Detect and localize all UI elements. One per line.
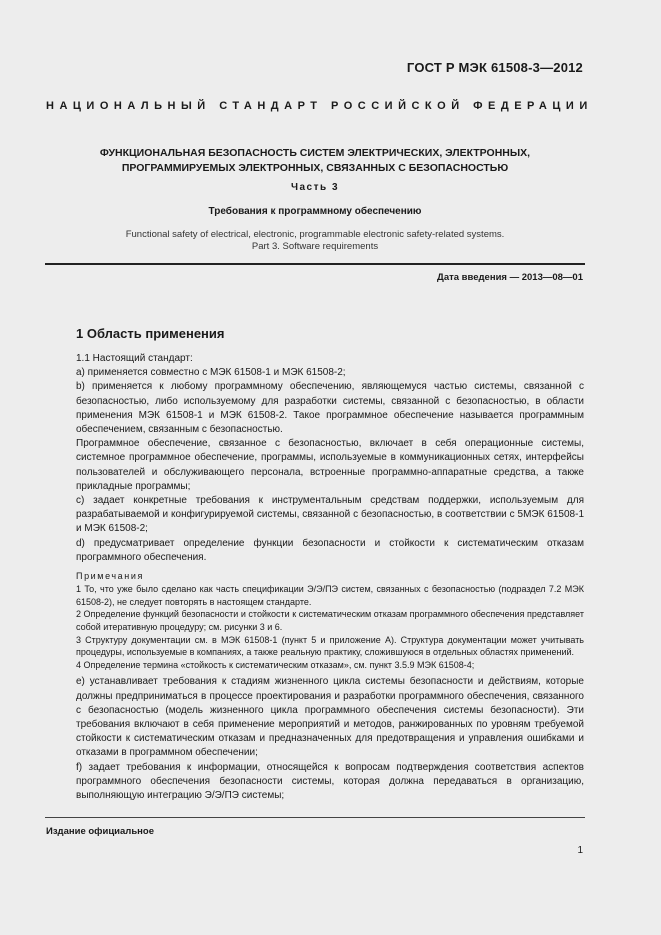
document-title	[60, 146, 570, 176]
english-title	[60, 229, 570, 253]
paragraph: 1.1 Настоящий стандарт:	[76, 353, 193, 364]
section-heading: 1 Область применения	[76, 326, 225, 341]
notes-heading: Примечания	[76, 571, 144, 582]
paragraph: а) применяется совместно с МЭК 61508-1 и МЭК 61508-2;	[76, 367, 346, 379]
paragraph: Программное обеспечение, связанное с безопасностью, включает в себя операционные системы, системное программное обеспечение, программы, используемые в коммуникационных сетях, интерфейсы пользователей и обслуживающего персонала, встроенные программно-аппаратные средства, а также прикладные программы;	[76, 438, 584, 492]
note: 1 То, что уже было сделано как часть спецификации Э/Э/ПЭ систем, связанных с безопасностью (подраздел 7.2 МЭК 61508-2), не следует повторять в настоящем стандарте.	[76, 584, 584, 607]
title-line-2: ПРОГРАММИРУЕМЫХ ЭЛЕКТРОННЫХ, СВЯЗАННЫХ С БЕЗОПАСНОСТЬЮ	[121, 162, 509, 174]
header-divider	[45, 263, 585, 265]
paragraph: с) задает конкретные требования к инструментальным средствам поддержки, используемым для разрабатываемой и конфигурируемой системы, связанной с безопасностью, в соответствии с 5МЭК 61508-1 и МЭК 61508-2;	[76, 495, 584, 535]
paragraph: е) устанавливает требования к стадиям жизненного цикла системы безопасности и действиям, которые должны предприниматься в процессе проектирования и разработки программного обеспечения, связанного с безопасностью (модель жизненного цикла программного обеспечения системы безопасности). Эти требования включают в себя применение мероприятий и методов, ранжированных по уровням требуемой стойкости к систематическим отказам и предназначенных для предотвращения и управления ошибками и отказами в программном обеспечении;	[76, 676, 584, 759]
footer-divider	[45, 817, 585, 818]
note: 4 Определение термина «стойкость к систематическим отказам», см. пункт 3.5.9 МЭК 61508-4;	[76, 659, 475, 670]
section-body	[76, 352, 584, 803]
title-line-1: ФУНКЦИОНАЛЬНАЯ БЕЗОПАСНОСТЬ СИСТЕМ ЭЛЕКТРИЧЕСКИХ, ЭЛЕКТРОННЫХ,	[99, 147, 531, 159]
paragraph: d) предусматривает определение функции безопасности и стойкости к систематическим отказам программного обеспечения.	[76, 537, 584, 563]
english-title-line-2: Part 3. Software requirements	[251, 241, 379, 252]
paragraph: b) применяется к любому программному обеспечению, являющемуся частью системы, связанной с безопасностью, либо используемому для разработки системы, связанной с безопасностью, в области применения МЭК 61508-1 и МЭК 61508-2. Такое программное обеспечение называется программным обеспечением, связанным с безопасностью.	[76, 381, 584, 436]
effective-date: Дата введения — 2013—08—01	[437, 272, 583, 283]
paragraph: f) задает требования к информации, относящейся к вопросам подтверждения соответствия аспектов программного обеспечения безопасности системы, которая должна передаваться в организацию, выполняющую интеграцию Э/Э/ПЭ системы;	[76, 761, 584, 802]
official-edition-label: Издание официальное	[46, 826, 154, 837]
national-standard-heading: НАЦИОНАЛЬНЫЙ СТАНДАРТ РОССИЙСКОЙ ФЕДЕРАЦИИ	[46, 100, 593, 112]
english-title-line-1: Functional safety of electrical, electronic, programmable electronic safety-related systems.	[125, 229, 505, 240]
page-number: 1	[577, 845, 583, 856]
note: 3 Структуру документации см. в МЭК 61508-1 (пункт 5 и приложение А). Структура документации может учитывать процедуры, используемые в компаниях, а также реальную практику, сложившуюся в отдельных областях применений.	[76, 634, 584, 658]
document-subtitle: Требования к программному обеспечению	[208, 206, 422, 217]
note: 2 Определение функций безопасности и стойкости к систематическим отказам программного обеспечения представляет собой итеративную процедуру; см. рисунки 3 и 6.	[76, 609, 584, 633]
part-label: Часть 3	[290, 182, 340, 193]
standard-code: ГОСТ Р МЭК 61508-3—2012	[406, 60, 583, 75]
